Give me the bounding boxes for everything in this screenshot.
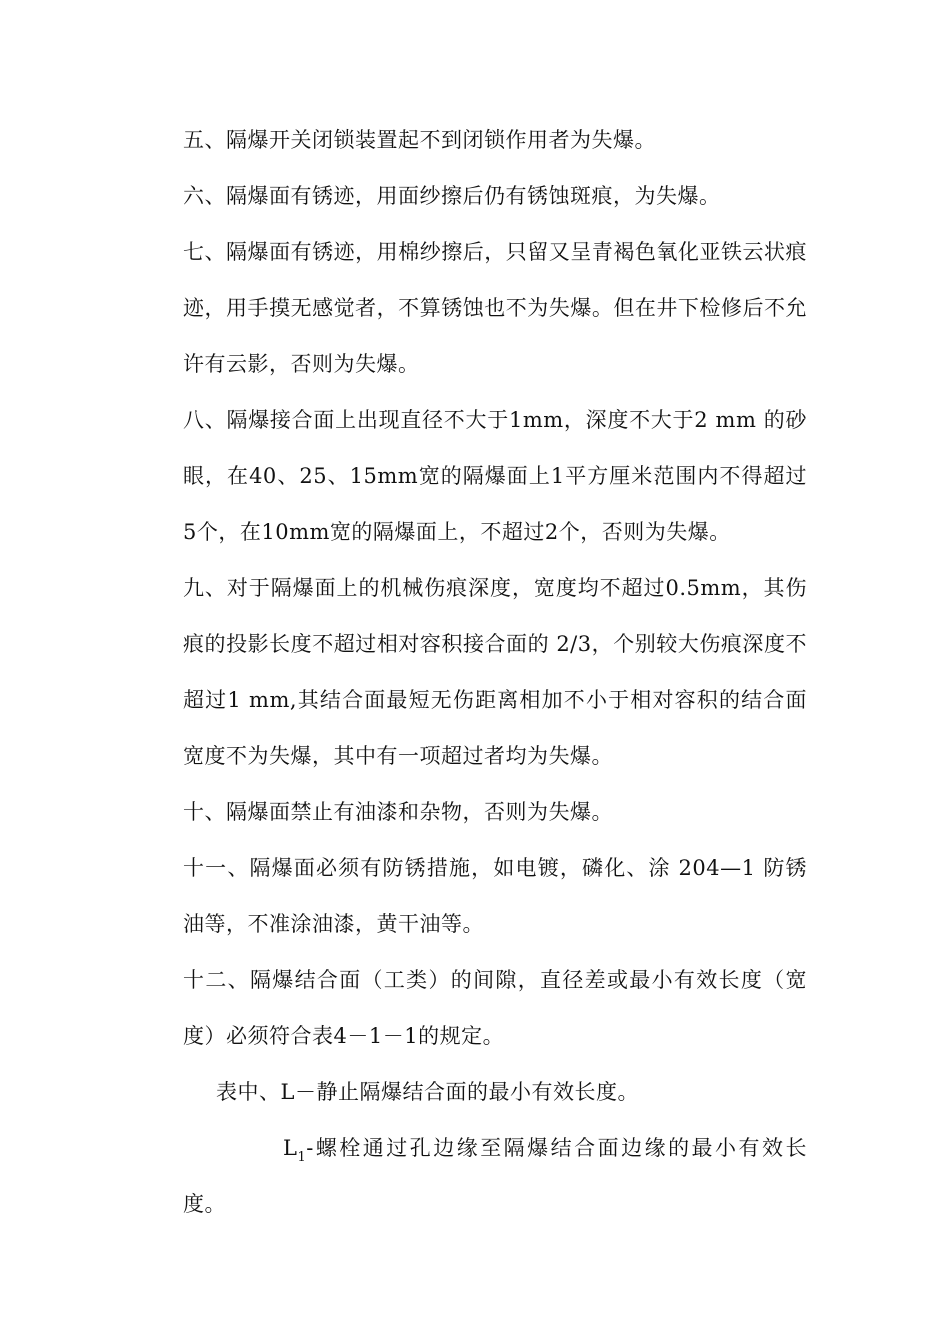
paragraph-9: 九、对于隔爆面上的机械伤痕深度，宽度均不超过0.5mm，其伤痕的投影长度不超过相对容积接合面的 2/3，个别较大伤痕深度不超过1 mm,其结合面最短无伤距离相加不小于相对容积的结合面宽度不为失爆，其中有一项超过者均为失爆。 (183, 576, 807, 768)
paragraph-11: 十一、隔爆面必须有防锈措施，如电镀，磷化、涂 204—1 防锈油等，不准涂油漆，黄干油等。 (183, 856, 807, 936)
paragraph-6: 六、隔爆面有锈迹，用面纱擦后仍有锈蚀斑痕，为失爆。 (183, 184, 721, 208)
paragraph-10: 十、隔爆面禁止有油漆和杂物，否则为失爆。 (183, 800, 613, 824)
paragraph-5: 五、隔爆开关闭锁装置起不到闭锁作用者为失爆。 (183, 128, 656, 152)
paragraph-12: 十二、隔爆结合面（工类）的间隙，直径差或最小有效长度（宽度）必须符合表4－1－1的规定。 (183, 968, 807, 1048)
table-note-l1 (183, 1120, 807, 1232)
table-note-l: 表中、L－静止隔爆结合面的最小有效长度。 (216, 1080, 639, 1104)
l1-subscript: 1 (297, 1150, 307, 1165)
l1-description: -螺栓通过孔边缘至隔爆结合面边缘的最小有效长度。 (183, 1136, 807, 1216)
paragraph-8: 八、隔爆接合面上出现直径不大于1mm，深度不大于2 mm 的砂眼，在40、25、15mm宽的隔爆面上1平方厘米范围内不得超过5个，在10mm宽的隔爆面上，不超过2个，否则为失爆。 (183, 408, 807, 544)
paragraph-7: 七、隔爆面有锈迹，用棉纱擦后，只留又呈青褐色氧化亚铁云状痕迹，用手摸无感觉者，不算锈蚀也不为失爆。但在井下检修后不允许有云影，否则为失爆。 (183, 240, 807, 376)
l1-symbol: L (283, 1136, 298, 1160)
